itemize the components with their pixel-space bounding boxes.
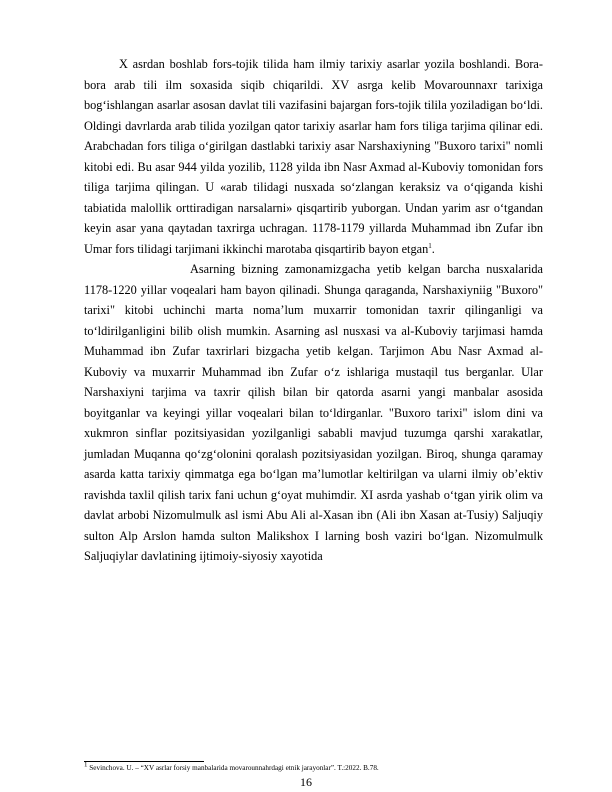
- footnote-reference: 1: [428, 241, 432, 250]
- paragraph-1: [84, 54, 543, 259]
- footnote-marker: 1: [84, 760, 88, 769]
- document-page: [84, 54, 543, 567]
- paragraph-2: Asarning bizning zamonamizgacha yetib kelgan barcha nusxalarida 1178-1220 yillar voqealari ham bayon qilinadi. Shunga qaraganda, Narshaxiyniig "Buxoro" tarixi" kitobi uchinchi marta noma’lum muxarrir tomonidan taxrir qilinganligi va to‘ldirilganligini bilib olish mumkin. Asarning asl nusxasi va al-Kuboviy tarjimasi hamda Muhammad ibn Zufar taxrirlari bizgacha yetib kelgan. Tarjimon Abu Nasr Axmad al-Kuboviy va muxarrir Muhammad ibn Zufar o‘z ishlariga mustaqil tus berganlar. Ular Narshaxiyni tarjima va taxrir qilish bilan bir qatorda asarni yangi manbalar asosida boyitganlar va keyingi yillar voqealari bilan to‘ldirganlar. "Buxoro tarixi" islom dini va xukmron sinflar pozitsiyasidan yozilganligi sababli mavjud tuzumga qarshi xarakatlar, jumladan Muqanna qo‘zg‘olonini qoralash pozitsiyasidan yozilgan. Biroq, shunga qaramay asarda katta tarixiy qimmatga ega bo‘lgan ma’lumotlar keltirilgan va ularni ilmiy ob’ektiv ravishda taxlil qilish tarix fani uchun g‘oyat muhimdir. XI asrda yashab o‘tgan yirik olim va davlat arbobi Nizomulmulk asl ismi Abu Ali al-Xasan ibn (Ali ibn Xasan at-Tusiy) Saljuqiy sulton Alp Arslon hamda sulton Malikshox I larning bosh vaziri bo‘lgan. Nizomulmulk Saljuqiylar davlatining ijtimoiy-siyosiy xayotida: [84, 262, 543, 563]
- footnote: [84, 760, 554, 773]
- paragraph-1-text: X asrdan boshlab fors-tojik tilida ham ilmiy tarixiy asarlar yozila boshlandi. Bora-bora arab tili ilm soxasida siqib chiqarildi. XV asrga kelib Movarounnaxr tarixiga bog‘ishlangan asarlar asosan davlat tili vazifasini bajargan fors-tojik tilila yoziladigan bo‘ldi. Oldingi davrlarda arab tilida yozilgan qator tarixiy asarlar ham fors tiliga tarjima qilinar edi. Arabchadan fors tiliga o‘girilgan dastlabki tarixiy asar Narshaxiyning "Buxoro tarixi" nomli kitobi edi. Bu asar 944 yilda yozilib, 1128 yilda ibn Nasr Axmad al-Kuboviy tomonidan fors tiliga tarjima qilingan. U «arab tilidagi nusxada so‘zlangan keraksiz va o‘qiganda kishi tabiatida malollik orttiradigan narsalarni» qisqartirib yuborgan. Undan yarim asr o‘tgandan keyin asar yana qaytadan taxrirga uchragan. 1178-1179 yillarda Muhammad ibn Zufar ibn Umar fors tilidagi tarjimani ikkinchi marotaba qisqartirib bayon etgan: [84, 57, 543, 256]
- page-number: 16: [300, 775, 312, 789]
- footnote-separator: [84, 761, 204, 762]
- paragraph-1-end: .: [431, 241, 435, 256]
- footnote-text: Sevinchova. U. – “XV asrlar forsiy manbalarida movarounnahrdagi etnik jarayonlar”. T.:2022. B.78.: [87, 764, 379, 772]
